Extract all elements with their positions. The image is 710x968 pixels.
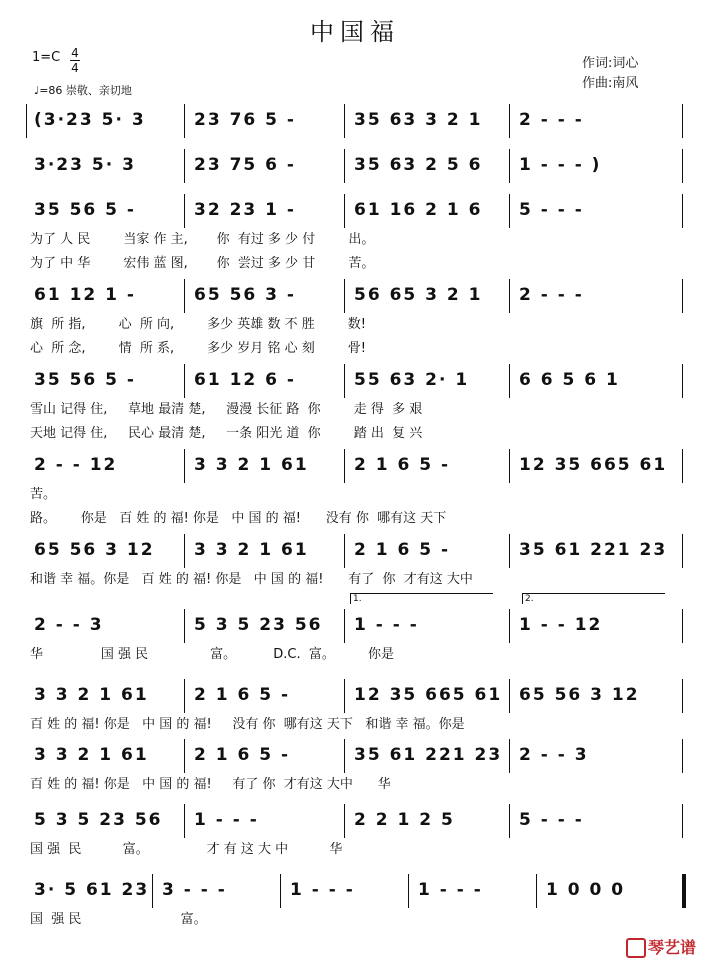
- barline: [509, 804, 510, 838]
- lyric-line: 心 所 念, 情 所 系, 多少 岁月 铭 心 刻 骨!: [30, 341, 366, 356]
- barline: [536, 874, 537, 908]
- barline: [509, 609, 510, 643]
- barline: [184, 804, 185, 838]
- measure: 61 12 6 -: [194, 370, 296, 390]
- barline: [682, 364, 683, 398]
- barline: [682, 279, 683, 313]
- meter-top: 4: [71, 46, 79, 60]
- lyric-line: 百 姓 的 福! 你是 中 国 的 福! 没有 你 哪有这 天下 和谐 幸 福。你是: [30, 717, 465, 732]
- measure: 5 3 5 23 56: [34, 810, 163, 830]
- measure: 12 35 665 61: [354, 685, 503, 705]
- lyric-line: 路。 你是 百 姓 的 福! 你是 中 国 的 福! 没有 你 哪有这 天下: [30, 511, 447, 526]
- barline: [344, 279, 345, 313]
- barline: [509, 194, 510, 228]
- lyric-line: 天地 记得 住, 民心 最清 楚, 一条 阳光 道 你 踏 出 复 兴: [30, 426, 423, 441]
- lyric-line: 国 强 民 富。 才 有 这 大 中 华: [30, 842, 343, 857]
- measure: 1 0 0 0: [546, 880, 626, 900]
- measure: 61 16 2 1 6: [354, 200, 483, 220]
- measure: (3·23 5· 3: [34, 110, 146, 130]
- measure: 2 - - 3: [519, 745, 589, 765]
- measure: 35 56 5 -: [34, 200, 136, 220]
- measure: 32 23 1 -: [194, 200, 296, 220]
- barline: [682, 609, 683, 643]
- measure: 3 3 2 1 61: [194, 540, 309, 560]
- barline: [184, 194, 185, 228]
- barline: [682, 104, 683, 138]
- measure: 6 6 5 6 1: [519, 370, 620, 390]
- measure: 5 - - -: [519, 810, 584, 830]
- barline: [344, 449, 345, 483]
- measure: 55 63 2· 1: [354, 370, 470, 390]
- barline: [509, 104, 510, 138]
- barline: [682, 194, 683, 228]
- barline: [184, 104, 185, 138]
- measure: 2 1 6 5 -: [194, 745, 291, 765]
- measure: 3·23 5· 3: [34, 155, 136, 175]
- meter-bottom: 4: [71, 61, 79, 75]
- barline: [184, 739, 185, 773]
- credits: [582, 54, 638, 94]
- measure: 65 56 3 12: [34, 540, 155, 560]
- barline: [344, 104, 345, 138]
- volta-second-ending: 2.: [522, 593, 665, 604]
- barline: [26, 104, 27, 138]
- measure: 23 75 6 -: [194, 155, 296, 175]
- barline: [344, 149, 345, 183]
- measure: 56 65 3 2 1: [354, 285, 483, 305]
- barline: [184, 149, 185, 183]
- barline: [682, 679, 683, 713]
- barline: [682, 449, 683, 483]
- measure: 3 3 2 1 61: [34, 685, 149, 705]
- measure: 3 - - -: [162, 880, 227, 900]
- measure: 3 3 2 1 61: [194, 455, 309, 475]
- barline: [152, 874, 153, 908]
- measure: 1 - - -: [290, 880, 355, 900]
- barline: [344, 804, 345, 838]
- measure: 1 - - -: [418, 880, 483, 900]
- measure: 65 56 3 12: [519, 685, 640, 705]
- lyric-line: 苦。: [30, 487, 57, 502]
- measure: 35 63 2 5 6: [354, 155, 483, 175]
- measure: 2 - - -: [519, 110, 584, 130]
- barline: [509, 534, 510, 568]
- measure: 2 - - -: [519, 285, 584, 305]
- barline: [344, 609, 345, 643]
- measure: 23 76 5 -: [194, 110, 296, 130]
- barline: [509, 149, 510, 183]
- barline: [184, 279, 185, 313]
- barline: [184, 679, 185, 713]
- lyric-line: 为了 中 华 宏伟 蓝 图, 你 尝过 多 少 甘 苦。: [30, 256, 375, 271]
- measure: 5 3 5 23 56: [194, 615, 323, 635]
- barline: [344, 534, 345, 568]
- lyric-line: 为了 人 民 当家 作 主, 你 有过 多 少 付 出。: [30, 232, 375, 247]
- tempo-marking: ♩=86 崇敬、亲切地: [34, 84, 132, 97]
- barline: [509, 449, 510, 483]
- lyric-line: 旗 所 指, 心 所 向, 多少 英雄 数 不 胜 数!: [30, 317, 366, 332]
- measure: 2 - - 12: [34, 455, 118, 475]
- measure: 1 - - -: [354, 615, 419, 635]
- lyric-line: 国 强 民 富。: [30, 912, 207, 927]
- measure: 1 - - -: [194, 810, 259, 830]
- logo-icon: [626, 938, 646, 958]
- barline: [344, 194, 345, 228]
- measure: 3 3 2 1 61: [34, 745, 149, 765]
- barline: [184, 449, 185, 483]
- measure: 2 1 6 5 -: [354, 540, 451, 560]
- barline: [682, 739, 683, 773]
- logo-text: 琴艺谱: [647, 937, 696, 957]
- key-signature: 1=C: [32, 50, 61, 65]
- barline: [184, 534, 185, 568]
- measure: 3· 5 61 23: [34, 880, 150, 900]
- barline: [184, 364, 185, 398]
- barline: [509, 279, 510, 313]
- barline: [509, 679, 510, 713]
- barline: [682, 534, 683, 568]
- measure: 35 61 221 23: [519, 540, 668, 560]
- barline: [682, 804, 683, 838]
- measure: 35 61 221 23: [354, 745, 503, 765]
- time-signature: [70, 46, 80, 75]
- measure: 2 2 1 2 5: [354, 810, 455, 830]
- barline: [344, 739, 345, 773]
- lyric-line: 和谐 幸 福。你是 百 姓 的 福! 你是 中 国 的 福! 有了 你 才有这 大中: [30, 572, 473, 587]
- barline: [509, 739, 510, 773]
- measure: 1 - - - ): [519, 155, 602, 175]
- lyric-line: 华 国 强 民 富。 D.C. 富。 你是: [30, 647, 394, 662]
- measure: 5 - - -: [519, 200, 584, 220]
- measure: 35 56 5 -: [34, 370, 136, 390]
- barline: [682, 149, 683, 183]
- measure: 2 1 6 5 -: [354, 455, 451, 475]
- composer: 作曲:南风: [582, 76, 639, 91]
- site-logo: [626, 935, 696, 959]
- measure: 1 - - 12: [519, 615, 603, 635]
- barline: [344, 364, 345, 398]
- measure: 61 12 1 -: [34, 285, 136, 305]
- measure: 2 - - 3: [34, 615, 104, 635]
- barline: [280, 874, 281, 908]
- lyricist: 作词:词心: [582, 56, 639, 71]
- lyric-line: 百 姓 的 福! 你是 中 国 的 福! 有了 你 才有这 大中 华: [30, 777, 391, 792]
- barline: [184, 609, 185, 643]
- barline: [509, 364, 510, 398]
- barline: [408, 874, 409, 908]
- page-title: 中国福: [310, 18, 400, 46]
- measure: 12 35 665 61: [519, 455, 668, 475]
- measure: 2 1 6 5 -: [194, 685, 291, 705]
- lyric-line: 雪山 记得 住, 草地 最清 楚, 漫漫 长征 路 你 走 得 多 艰: [30, 402, 423, 417]
- measure: 65 56 3 -: [194, 285, 296, 305]
- volta-first-ending: 1.: [350, 593, 493, 604]
- measure: 35 63 3 2 1: [354, 110, 483, 130]
- final-barline: [682, 874, 686, 908]
- barline: [344, 679, 345, 713]
